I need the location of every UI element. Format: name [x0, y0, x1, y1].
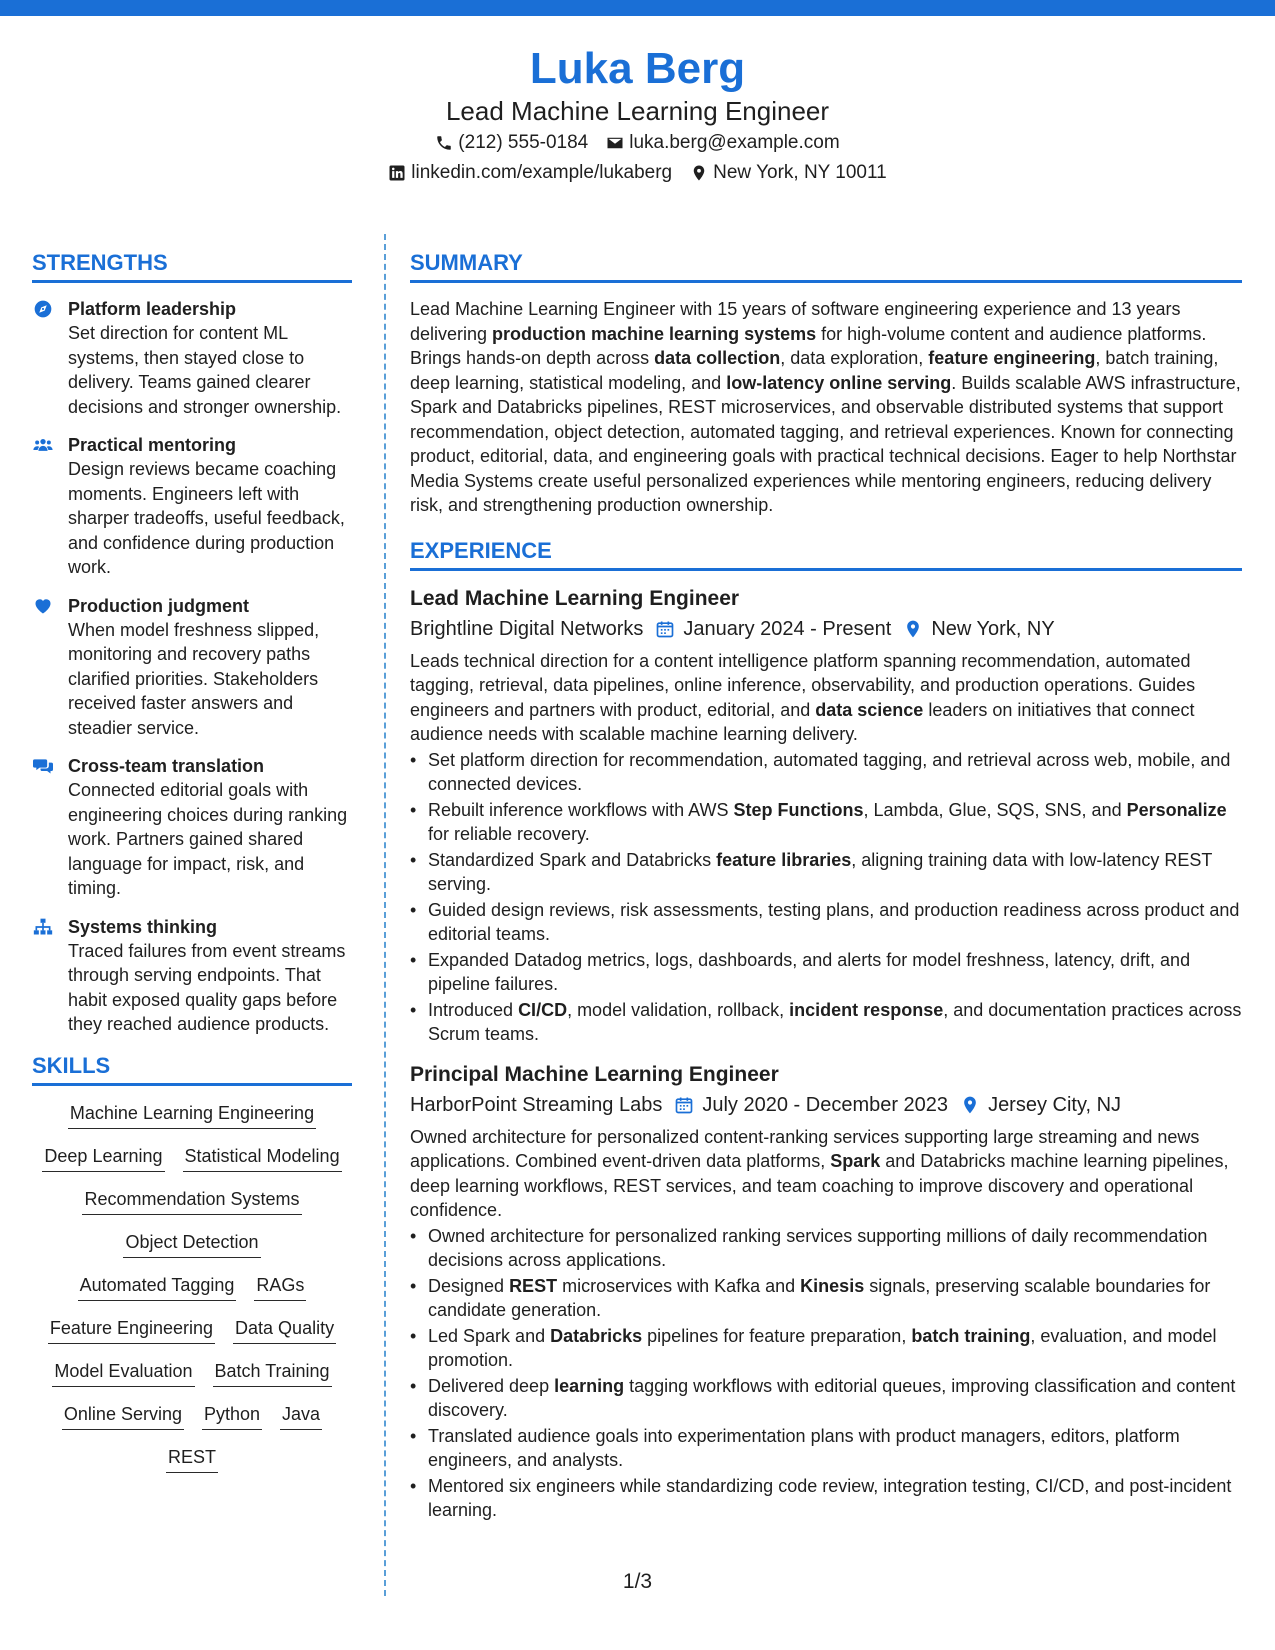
- bullet-item: • Introduced CI/CD, model validation, rollback, incident response, and documentation practices across Scrum teams.: [410, 998, 1242, 1047]
- strength-item: [32, 594, 352, 741]
- column-divider: [384, 234, 386, 1596]
- contact-row-1: [0, 128, 1275, 158]
- skill-row: [32, 1143, 352, 1172]
- skill-tag: Python: [202, 1401, 262, 1430]
- strength-desc: When model freshness slipped, monitoring and recovery paths clarified priorities. Stakeholders received faster answers and steadier service.: [68, 619, 320, 738]
- skill-row: [32, 1315, 352, 1344]
- job-entry: [410, 1061, 1242, 1523]
- strength-title: Platform leadership: [68, 299, 237, 319]
- job-meta: [410, 1089, 1242, 1121]
- resume-header: [0, 44, 1275, 188]
- skill-tag: Machine Learning Engineering: [68, 1100, 316, 1129]
- summary-heading: SUMMARY: [410, 248, 1242, 283]
- strength-desc: Traced failures from event streams through serving endpoints. That habit exposed quality gaps before they reached audience products.: [68, 940, 346, 1034]
- left-column: [32, 248, 352, 1487]
- strength-item: [32, 915, 352, 1037]
- linkedin-text[interactable]: linkedin.com/example/lukaberg: [411, 162, 673, 183]
- job-location: Jersey City, NJ: [960, 1089, 1121, 1121]
- location-pin-icon: [690, 164, 708, 182]
- location-pin-icon: [960, 1095, 980, 1115]
- job-bullets: [410, 748, 1242, 1047]
- calendar-icon: [674, 1095, 694, 1115]
- skill-tag: Model Evaluation: [52, 1358, 194, 1387]
- compass-icon: [32, 299, 54, 319]
- location-pin-icon: [903, 619, 923, 639]
- job-title: Principal Machine Learning Engineer: [410, 1062, 779, 1086]
- heart-icon: [32, 596, 54, 616]
- comments-icon: [32, 756, 54, 776]
- job-dates: July 2020 - December 2023: [674, 1089, 948, 1121]
- skill-tag: RAGs: [254, 1272, 306, 1301]
- job-company: Brightline Digital Networks: [410, 617, 644, 640]
- email-contact[interactable]: [606, 128, 839, 158]
- skills-list: [32, 1100, 352, 1473]
- job-meta: [410, 613, 1242, 645]
- strength-desc: Set direction for content ML systems, then stayed close to delivery. Teams gained clearer decisions and stronger ownership.: [68, 323, 342, 417]
- skill-tag: Automated Tagging: [78, 1272, 237, 1301]
- summary-text: Lead Machine Learning Engineer with 15 years of software engineering experience and 13 years delivering production machine learning systems for high-volume content and audience platforms. Brings hands-on depth across data collection, data exploration, feature engineering, batch training, deep learning, statistical modeling, and low-latency online serving. Builds scalable AWS infrastructure, Spark and Databricks pipelines, REST microservices, and observable distributed systems that support recommendation, object detection, automated tagging, and retrieval experiences. Known for connecting product, editorial, data, and engineering goals with practical technical decisions. Eager to help Northstar Media Systems create useful personalized experiences while mentoring engineers, reducing delivery risk, and strengthening production ownership.: [410, 299, 1241, 515]
- location-text: New York, NY 10011: [713, 162, 887, 183]
- skill-tag: Object Detection: [123, 1229, 260, 1258]
- job-company: HarborPoint Streaming Labs: [410, 1093, 663, 1116]
- job-dates: January 2024 - Present: [655, 613, 891, 645]
- job-location: New York, NY: [903, 613, 1054, 645]
- strength-item: [32, 754, 352, 901]
- phone-icon: [435, 134, 453, 152]
- strengths-heading: STRENGTHS: [32, 248, 352, 283]
- skill-row: [32, 1444, 352, 1473]
- skill-tag: Recommendation Systems: [82, 1186, 301, 1215]
- email-text[interactable]: luka.berg@example.com: [629, 132, 840, 153]
- bullet-item: • Mentored six engineers while standardizing code review, integration testing, CI/CD, and post-incident learning.: [410, 1474, 1242, 1523]
- users-icon: [32, 435, 54, 455]
- job-bullets: [410, 1224, 1242, 1523]
- skill-tag: REST: [166, 1444, 218, 1473]
- top-accent-bar: [0, 0, 1275, 16]
- linkedin-icon: [388, 164, 406, 182]
- strength-item: [32, 297, 352, 419]
- skill-tag: Java: [280, 1401, 322, 1430]
- bullet-item: • Standardized Spark and Databricks feature libraries, aligning training data with low-latency REST serving.: [410, 848, 1242, 897]
- skill-tag: Deep Learning: [42, 1143, 164, 1172]
- experience-list: [410, 585, 1242, 1523]
- sitemap-icon: [32, 917, 54, 937]
- skill-tag: Feature Engineering: [48, 1315, 215, 1344]
- skill-row: [32, 1272, 352, 1301]
- strength-desc: Design reviews became coaching moments. Engineers left with sharper tradeoffs, useful feedback, and confidence during production work.: [68, 459, 345, 577]
- email-icon: [606, 134, 624, 152]
- skill-row: [32, 1186, 352, 1215]
- job-description: Owned architecture for personalized content-ranking services supporting large streaming and news applications. Combined event-driven data platforms, Spark and Databricks machine learning pipelines, deep learning workflows, REST services, and team coaching to improve discovery and operational confidence.: [410, 1126, 1229, 1220]
- bullet-item: • Delivered deep learning tagging workflows with editorial queues, improving classification and content discovery.: [410, 1374, 1242, 1423]
- bullet-item: • Led Spark and Databricks pipelines for feature preparation, batch training, evaluation, and model promotion.: [410, 1324, 1242, 1373]
- bullet-item: • Expanded Datadog metrics, logs, dashboards, and alerts for model freshness, latency, drift, and pipeline failures.: [410, 948, 1242, 997]
- job-entry: [410, 585, 1242, 1047]
- strength-item: [32, 433, 352, 580]
- skill-tag: Online Serving: [62, 1401, 184, 1430]
- strength-desc: Connected editorial goals with engineering choices during ranking work. Partners gained shared language for impact, risk, and timing.: [68, 780, 348, 898]
- skill-row: [32, 1229, 352, 1258]
- bullet-item: • Rebuilt inference workflows with AWS Step Functions, Lambda, Glue, SQS, SNS, and Personalize for reliable recovery.: [410, 798, 1242, 847]
- skill-row: [32, 1100, 352, 1129]
- calendar-icon: [655, 619, 675, 639]
- bullet-item: • Translated audience goals into experimentation plans with product managers, editors, platform engineers, and analysts.: [410, 1424, 1242, 1473]
- skill-row: [32, 1358, 352, 1387]
- strength-title: Production judgment: [68, 595, 249, 616]
- bullet-item: • Designed REST microservices with Kafka and Kinesis signals, preserving scalable boundaries for candidate generation.: [410, 1274, 1242, 1323]
- location-contact: [690, 158, 887, 188]
- skills-heading: SKILLS: [32, 1051, 352, 1086]
- skill-row: [32, 1401, 352, 1430]
- bullet-item: • Set platform direction for recommendation, automated tagging, and retrieval across web, mobile, and connected devices.: [410, 748, 1242, 797]
- job-title: Lead Machine Learning Engineer: [410, 586, 740, 610]
- right-column: [410, 248, 1242, 1537]
- job-description: Leads technical direction for a content intelligence platform spanning recommendation, automated tagging, retrieval, data pipelines, online inference, observability, and production operations. Guides engineers and partners with product, editorial, and data science leaders on initiatives that connect audience needs with scalable machine learning delivery.: [410, 650, 1196, 744]
- skill-tag: Data Quality: [233, 1315, 336, 1344]
- candidate-title: Lead Machine Learning Engineer: [445, 96, 830, 126]
- bullet-item: • Guided design reviews, risk assessments, testing plans, and production readiness across product and editorial teams.: [410, 898, 1242, 947]
- skill-tag: Statistical Modeling: [183, 1143, 342, 1172]
- page-number: 1/3: [622, 1570, 653, 1593]
- experience-heading: EXPERIENCE: [410, 536, 1242, 571]
- phone-contact: [435, 128, 588, 158]
- strength-title: Practical mentoring: [68, 435, 237, 455]
- candidate-name: Luka Berg: [529, 44, 746, 93]
- skill-tag: Batch Training: [213, 1358, 332, 1387]
- strength-title: Cross-team translation: [68, 756, 265, 776]
- strength-title: Systems thinking: [68, 916, 218, 937]
- bullet-item: • Owned architecture for personalized ranking services supporting millions of daily recommendation decisions across applications.: [410, 1224, 1242, 1273]
- linkedin-contact[interactable]: [388, 158, 672, 188]
- contact-row-2: [0, 158, 1275, 188]
- phone-text: (212) 555-0184: [458, 132, 589, 153]
